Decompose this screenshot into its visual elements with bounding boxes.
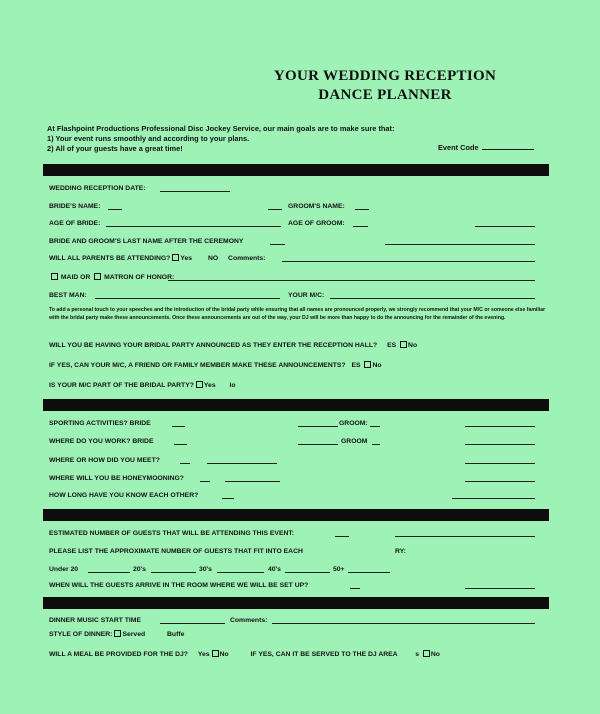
if-yes-question: IF YES, CAN YOUR M/C, A FRIEND OR FAMILY MEMBER MAKE THESE ANNOUNCEMENTS?: [49, 362, 346, 369]
meet-line[interactable]: [180, 463, 190, 464]
brides-name-line-end[interactable]: [268, 209, 282, 210]
know-line[interactable]: [222, 498, 234, 499]
area-yes-label: s: [415, 651, 419, 658]
buffet-label: Buffe: [167, 631, 185, 638]
forties-label: 40's: [268, 566, 281, 573]
parents-no-label: NO: [207, 255, 219, 262]
meal-no-label: No: [219, 651, 229, 658]
last-name-line-end[interactable]: [385, 244, 535, 245]
parents-yes-label: Yes: [180, 255, 193, 262]
twenties-line[interactable]: [151, 572, 196, 573]
dinner-comments-line[interactable]: [272, 623, 535, 624]
brides-name-label: BRIDE'S NAME:: [49, 203, 101, 210]
announced-yes-label: ES: [387, 342, 397, 349]
list-label: PLEASE LIST THE APPROXIMATE NUMBER OF GUESTS THAT FIT INTO EACH: [49, 548, 303, 555]
guests-line[interactable]: [335, 536, 349, 537]
list-label-end: RY:: [395, 548, 406, 555]
work-bride-line-end[interactable]: [298, 444, 338, 445]
work-groom-line-end[interactable]: [465, 444, 535, 445]
guests-label: ESTIMATED NUMBER OF GUESTS THAT WILL BE ATTENDING THIS EVENT:: [49, 530, 295, 537]
parents-comments-line[interactable]: [282, 261, 535, 262]
maid-matron-label: [49, 273, 174, 282]
arrive-line[interactable]: [350, 588, 360, 589]
meet-line-end[interactable]: [465, 463, 535, 464]
age-groom-line-end[interactable]: [475, 226, 535, 227]
age-bride-label: AGE OF BRIDE:: [49, 220, 101, 227]
intro-line2: 1) Your event runs smoothly and according to your plans.: [47, 134, 250, 143]
last-name-line[interactable]: [270, 244, 285, 245]
event-code-line[interactable]: [482, 143, 534, 150]
fiftyplus-line[interactable]: [348, 572, 390, 573]
sporting-groom-line[interactable]: [370, 426, 380, 427]
maid-label: MAID: [60, 274, 79, 281]
work-label: WHERE DO YOU WORK? BRIDE: [49, 438, 154, 445]
last-name-label: BRIDE AND GROOM'S LAST NAME AFTER THE CEREMONY: [49, 238, 244, 245]
honeymoon-label: WHERE WILL YOU BE HONEYMOONING?: [49, 475, 184, 482]
work-bride-line[interactable]: [174, 444, 187, 445]
if-yes-row: [49, 361, 382, 370]
served-area-question: IF YES, CAN IT BE SERVED TO THE DJ AREA: [250, 651, 398, 658]
meal-question: WILL A MEAL BE PROVIDED FOR THE DJ?: [49, 651, 188, 658]
age-groom-line[interactable]: [353, 226, 368, 227]
guests-line-end[interactable]: [395, 536, 535, 537]
sporting-groom-line-end[interactable]: [465, 426, 535, 427]
announced-question: WILL YOU BE HAVING YOUR BRIDAL PARTY ANNOUNCED AS THEY ENTER THE RECEPTION HALL?: [49, 342, 378, 349]
twenties-label: 20's: [133, 566, 146, 573]
honeymoon-line-mid[interactable]: [225, 481, 280, 482]
section-divider-4: [43, 597, 549, 609]
event-code-label: Event Code: [438, 143, 479, 152]
age-bride-line[interactable]: [106, 226, 281, 227]
announced-row: [49, 341, 417, 350]
reception-date-label: WEDDING RECEPTION DATE:: [49, 185, 146, 192]
parents-yes-checkbox[interactable]: [172, 254, 179, 261]
section-divider-2: [43, 399, 549, 411]
area-no-checkbox[interactable]: [423, 650, 430, 657]
dinner-time-label: DINNER MUSIC START TIME: [49, 617, 142, 624]
grooms-name-label: GROOM'S NAME:: [288, 203, 345, 210]
work-groom-line[interactable]: [372, 444, 380, 445]
sporting-bride-line-end[interactable]: [298, 426, 338, 427]
area-no-label: No: [430, 651, 440, 658]
matron-label: MATRON OF HONOR:: [104, 274, 175, 281]
mc-part-yes-label: Yes: [203, 382, 216, 389]
your-mc-label: YOUR M/C:: [288, 292, 325, 299]
intro-line1: At Flashpoint Productions Professional Disc Jockey Service, our main goals are to make sure that:: [47, 124, 395, 133]
best-man-label: BEST MAN:: [49, 292, 87, 299]
thirties-line[interactable]: [217, 572, 264, 573]
under20-line[interactable]: [88, 572, 130, 573]
or-label: OR: [80, 274, 91, 281]
know-line-end[interactable]: [452, 498, 535, 499]
fiftyplus-label: 50+: [333, 566, 345, 573]
forties-line[interactable]: [285, 572, 330, 573]
dinner-style-row: [49, 630, 184, 639]
dinner-style-label: STYLE OF DINNER:: [49, 631, 113, 638]
mc-part-row: [49, 381, 236, 390]
arrive-line-end[interactable]: [465, 588, 535, 589]
reception-date-line[interactable]: [160, 191, 230, 192]
event-code-field[interactable]: [438, 143, 534, 152]
served-label: Served: [122, 631, 146, 638]
dinner-time-line[interactable]: [160, 623, 225, 624]
section-divider-1: [43, 164, 549, 176]
know-label: HOW LONG HAVE YOU KNOW EACH OTHER?: [49, 492, 199, 499]
if-yes-yes-label: ES: [351, 362, 361, 369]
intro-line3: 2) All of your guests have a great time!: [47, 144, 183, 153]
mc-part-no-label: lo: [229, 382, 236, 389]
matron-checkbox[interactable]: [94, 273, 101, 280]
announced-no-checkbox[interactable]: [400, 341, 407, 348]
if-yes-no-label: No: [372, 362, 382, 369]
your-mc-line[interactable]: [330, 298, 535, 299]
meet-label: WHERE OR HOW DID YOU MEET?: [49, 457, 160, 464]
thirties-label: 30's: [199, 566, 212, 573]
sporting-groom-label: GROOM:: [339, 420, 368, 427]
grooms-name-line[interactable]: [355, 209, 369, 210]
under20-label: Under 20: [49, 566, 79, 573]
mc-paragraph: To add a personal touch to your speeches and the introduction of the bridal party while ensuring that all names are pronounced properly, we strongly recommend that your M/C or someone else familiar with the bridal party make these announcements. Once these announcements are out of the way, your DJ will be more than happy to do the announcing for the remainder of the evening.: [49, 307, 546, 321]
if-yes-no-checkbox[interactable]: [364, 361, 371, 368]
age-groom-label: AGE OF GROOM:: [288, 220, 345, 227]
meal-no-checkbox[interactable]: [212, 650, 219, 657]
work-groom-label: GROOM: [341, 438, 368, 445]
honeymoon-line-end[interactable]: [465, 481, 535, 482]
honeymoon-line[interactable]: [200, 481, 210, 482]
parents-question: WILL ALL PARENTS BE ATTENDING?: [49, 255, 171, 262]
section-divider-3: [43, 509, 549, 521]
maid-matron-line[interactable]: [168, 280, 535, 281]
parents-comments-label: Comments:: [228, 255, 266, 262]
sporting-label: SPORTING ACTIVITIES? BRIDE: [49, 420, 151, 427]
brides-name-line[interactable]: [108, 209, 122, 210]
form-title-line2: DANCE PLANNER: [318, 87, 452, 103]
arrive-label: WHEN WILL THE GUESTS ARRIVE IN THE ROOM WHERE WE WILL BE SET UP?: [49, 582, 309, 589]
meet-line-mid[interactable]: [207, 463, 277, 464]
served-checkbox[interactable]: [114, 630, 121, 637]
form-title-line1: YOUR WEDDING RECEPTION: [273, 68, 497, 84]
parents-label: [49, 254, 265, 263]
mc-part-question: IS YOUR M/C PART OF THE BRIDAL PARTY?: [49, 382, 194, 389]
mc-part-yes-checkbox[interactable]: [196, 381, 203, 388]
meal-row: [49, 650, 440, 659]
dinner-comments-label: Comments:: [230, 617, 268, 624]
best-man-line[interactable]: [95, 298, 280, 299]
meal-yes-label: Yes: [197, 651, 210, 658]
announced-no-label: No: [408, 342, 418, 349]
maid-checkbox[interactable]: [51, 273, 58, 280]
sporting-bride-line[interactable]: [172, 426, 185, 427]
